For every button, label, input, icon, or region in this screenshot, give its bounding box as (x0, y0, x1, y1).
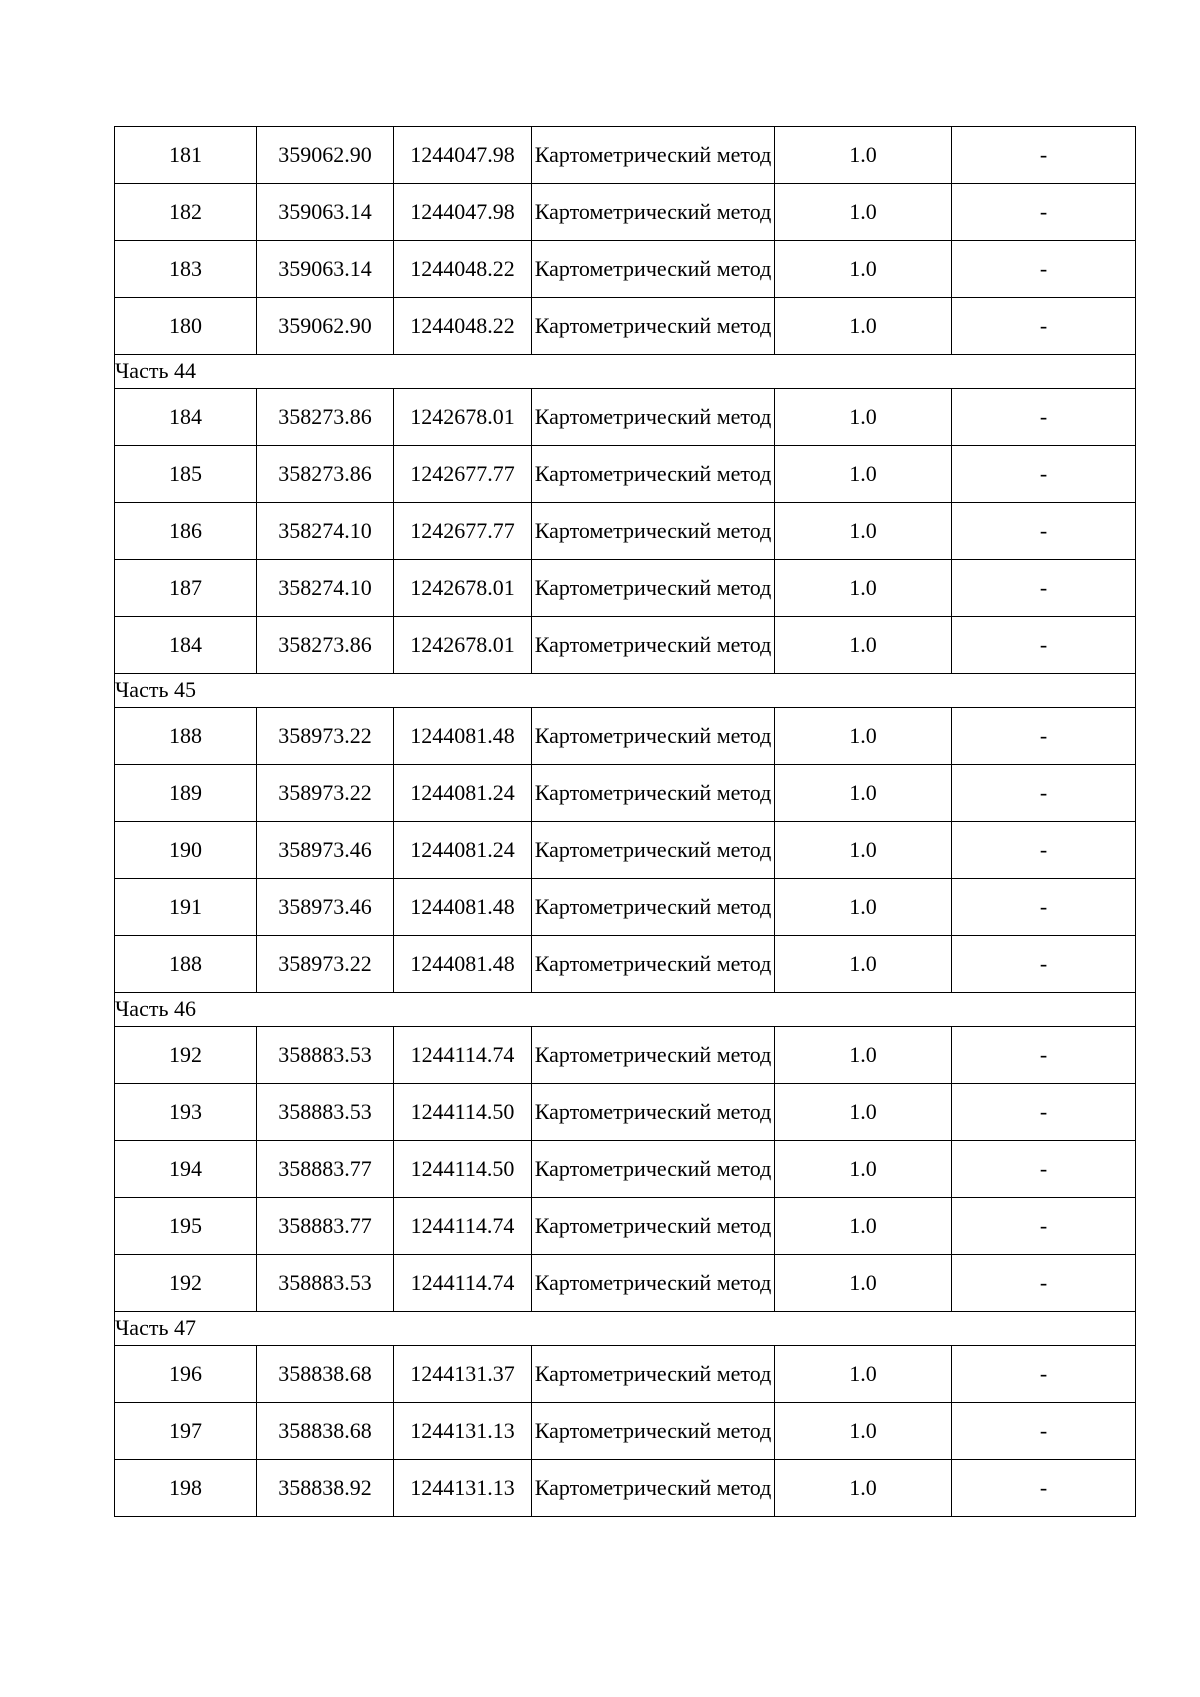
x-coordinate-cell: 358274.10 (257, 560, 394, 617)
method-cell: Картометрический метод (532, 1346, 775, 1403)
x-coordinate-cell: 358883.53 (257, 1084, 394, 1141)
method-cell: Картометрический метод (532, 617, 775, 674)
point-number-cell: 182 (115, 184, 257, 241)
accuracy-cell: 1.0 (775, 1346, 952, 1403)
note-cell: - (952, 822, 1136, 879)
table-row (115, 1141, 1136, 1198)
method-cell: Картометрический метод (532, 879, 775, 936)
coordinates-table-body (115, 127, 1136, 1517)
x-coordinate-cell: 358883.53 (257, 1027, 394, 1084)
note-cell: - (952, 503, 1136, 560)
table-row (115, 1027, 1136, 1084)
accuracy-cell: 1.0 (775, 936, 952, 993)
x-coordinate-cell: 358973.46 (257, 879, 394, 936)
accuracy-cell: 1.0 (775, 503, 952, 560)
accuracy-cell: 1.0 (775, 1460, 952, 1517)
point-number-cell: 191 (115, 879, 257, 936)
method-cell: Картометрический метод (532, 298, 775, 355)
y-coordinate-cell: 1244131.37 (394, 1346, 532, 1403)
y-coordinate-cell: 1244048.22 (394, 298, 532, 355)
x-coordinate-cell: 359063.14 (257, 184, 394, 241)
table-row (115, 560, 1136, 617)
note-cell: - (952, 1198, 1136, 1255)
x-coordinate-cell: 358273.86 (257, 389, 394, 446)
y-coordinate-cell: 1244114.74 (394, 1198, 532, 1255)
note-cell: - (952, 241, 1136, 298)
note-cell: - (952, 708, 1136, 765)
x-coordinate-cell: 359062.90 (257, 127, 394, 184)
y-coordinate-cell: 1244114.74 (394, 1255, 532, 1312)
note-cell: - (952, 617, 1136, 674)
section-row (115, 355, 1136, 389)
accuracy-cell: 1.0 (775, 765, 952, 822)
section-row (115, 674, 1136, 708)
accuracy-cell: 1.0 (775, 560, 952, 617)
point-number-cell: 185 (115, 446, 257, 503)
accuracy-cell: 1.0 (775, 127, 952, 184)
note-cell: - (952, 1084, 1136, 1141)
note-cell: - (952, 879, 1136, 936)
method-cell: Картометрический метод (532, 1460, 775, 1517)
method-cell: Картометрический метод (532, 389, 775, 446)
x-coordinate-cell: 358274.10 (257, 503, 394, 560)
x-coordinate-cell: 358883.53 (257, 1255, 394, 1312)
table-row (115, 617, 1136, 674)
point-number-cell: 180 (115, 298, 257, 355)
method-cell: Картометрический метод (532, 708, 775, 765)
method-cell: Картометрический метод (532, 1403, 775, 1460)
x-coordinate-cell: 358273.86 (257, 617, 394, 674)
table-row (115, 1198, 1136, 1255)
table-row (115, 822, 1136, 879)
point-number-cell: 184 (115, 389, 257, 446)
x-coordinate-cell: 359062.90 (257, 298, 394, 355)
method-cell: Картометрический метод (532, 184, 775, 241)
note-cell: - (952, 1460, 1136, 1517)
point-number-cell: 195 (115, 1198, 257, 1255)
accuracy-cell: 1.0 (775, 1403, 952, 1460)
y-coordinate-cell: 1244047.98 (394, 127, 532, 184)
method-cell: Картометрический метод (532, 1027, 775, 1084)
y-coordinate-cell: 1244114.50 (394, 1141, 532, 1198)
x-coordinate-cell: 358838.92 (257, 1460, 394, 1517)
method-cell: Картометрический метод (532, 446, 775, 503)
method-cell: Картометрический метод (532, 241, 775, 298)
y-coordinate-cell: 1244081.24 (394, 765, 532, 822)
method-cell: Картометрический метод (532, 936, 775, 993)
y-coordinate-cell: 1244114.50 (394, 1084, 532, 1141)
note-cell: - (952, 446, 1136, 503)
method-cell: Картометрический метод (532, 765, 775, 822)
point-number-cell: 187 (115, 560, 257, 617)
coordinates-table (114, 126, 1136, 1517)
accuracy-cell: 1.0 (775, 241, 952, 298)
accuracy-cell: 1.0 (775, 1084, 952, 1141)
method-cell: Картометрический метод (532, 1198, 775, 1255)
y-coordinate-cell: 1244081.48 (394, 936, 532, 993)
table-row (115, 1084, 1136, 1141)
note-cell: - (952, 184, 1136, 241)
y-coordinate-cell: 1244131.13 (394, 1460, 532, 1517)
y-coordinate-cell: 1244048.22 (394, 241, 532, 298)
accuracy-cell: 1.0 (775, 617, 952, 674)
accuracy-cell: 1.0 (775, 389, 952, 446)
accuracy-cell: 1.0 (775, 298, 952, 355)
method-cell: Картометрический метод (532, 1255, 775, 1312)
point-number-cell: 196 (115, 1346, 257, 1403)
note-cell: - (952, 1255, 1136, 1312)
table-row (115, 446, 1136, 503)
point-number-cell: 189 (115, 765, 257, 822)
table-row (115, 298, 1136, 355)
method-cell: Картометрический метод (532, 1141, 775, 1198)
y-coordinate-cell: 1242678.01 (394, 617, 532, 674)
point-number-cell: 184 (115, 617, 257, 674)
method-cell: Картометрический метод (532, 127, 775, 184)
table-row (115, 1460, 1136, 1517)
table-row (115, 241, 1136, 298)
table-row (115, 389, 1136, 446)
point-number-cell: 181 (115, 127, 257, 184)
note-cell: - (952, 298, 1136, 355)
accuracy-cell: 1.0 (775, 446, 952, 503)
y-coordinate-cell: 1244081.24 (394, 822, 532, 879)
y-coordinate-cell: 1244081.48 (394, 708, 532, 765)
accuracy-cell: 1.0 (775, 879, 952, 936)
note-cell: - (952, 1141, 1136, 1198)
point-number-cell: 194 (115, 1141, 257, 1198)
accuracy-cell: 1.0 (775, 1255, 952, 1312)
point-number-cell: 190 (115, 822, 257, 879)
point-number-cell: 192 (115, 1255, 257, 1312)
x-coordinate-cell: 358973.46 (257, 822, 394, 879)
table-row (115, 127, 1136, 184)
y-coordinate-cell: 1242677.77 (394, 446, 532, 503)
accuracy-cell: 1.0 (775, 1141, 952, 1198)
note-cell: - (952, 1346, 1136, 1403)
point-number-cell: 197 (115, 1403, 257, 1460)
y-coordinate-cell: 1242678.01 (394, 560, 532, 617)
x-coordinate-cell: 358973.22 (257, 708, 394, 765)
x-coordinate-cell: 359063.14 (257, 241, 394, 298)
method-cell: Картометрический метод (532, 822, 775, 879)
table-row (115, 1403, 1136, 1460)
y-coordinate-cell: 1244081.48 (394, 879, 532, 936)
note-cell: - (952, 936, 1136, 993)
section-row (115, 1312, 1136, 1346)
table-row (115, 936, 1136, 993)
note-cell: - (952, 127, 1136, 184)
point-number-cell: 198 (115, 1460, 257, 1517)
table-row (115, 1346, 1136, 1403)
x-coordinate-cell: 358973.22 (257, 936, 394, 993)
table-row (115, 184, 1136, 241)
method-cell: Картометрический метод (532, 1084, 775, 1141)
accuracy-cell: 1.0 (775, 1198, 952, 1255)
y-coordinate-cell: 1244114.74 (394, 1027, 532, 1084)
table-row (115, 765, 1136, 822)
section-label: Часть 47 (115, 1312, 1136, 1346)
point-number-cell: 188 (115, 708, 257, 765)
table-row (115, 879, 1136, 936)
accuracy-cell: 1.0 (775, 822, 952, 879)
accuracy-cell: 1.0 (775, 708, 952, 765)
x-coordinate-cell: 358838.68 (257, 1346, 394, 1403)
accuracy-cell: 1.0 (775, 184, 952, 241)
point-number-cell: 192 (115, 1027, 257, 1084)
section-label: Часть 46 (115, 993, 1136, 1027)
note-cell: - (952, 560, 1136, 617)
x-coordinate-cell: 358883.77 (257, 1198, 394, 1255)
section-label: Часть 44 (115, 355, 1136, 389)
accuracy-cell: 1.0 (775, 1027, 952, 1084)
y-coordinate-cell: 1244131.13 (394, 1403, 532, 1460)
note-cell: - (952, 1403, 1136, 1460)
method-cell: Картометрический метод (532, 560, 775, 617)
table-row (115, 708, 1136, 765)
x-coordinate-cell: 358273.86 (257, 446, 394, 503)
y-coordinate-cell: 1244047.98 (394, 184, 532, 241)
note-cell: - (952, 389, 1136, 446)
point-number-cell: 183 (115, 241, 257, 298)
point-number-cell: 188 (115, 936, 257, 993)
x-coordinate-cell: 358973.22 (257, 765, 394, 822)
y-coordinate-cell: 1242678.01 (394, 389, 532, 446)
y-coordinate-cell: 1242677.77 (394, 503, 532, 560)
section-label: Часть 45 (115, 674, 1136, 708)
x-coordinate-cell: 358838.68 (257, 1403, 394, 1460)
point-number-cell: 193 (115, 1084, 257, 1141)
method-cell: Картометрический метод (532, 503, 775, 560)
table-row (115, 1255, 1136, 1312)
note-cell: - (952, 1027, 1136, 1084)
table-row (115, 503, 1136, 560)
note-cell: - (952, 765, 1136, 822)
section-row (115, 993, 1136, 1027)
x-coordinate-cell: 358883.77 (257, 1141, 394, 1198)
point-number-cell: 186 (115, 503, 257, 560)
